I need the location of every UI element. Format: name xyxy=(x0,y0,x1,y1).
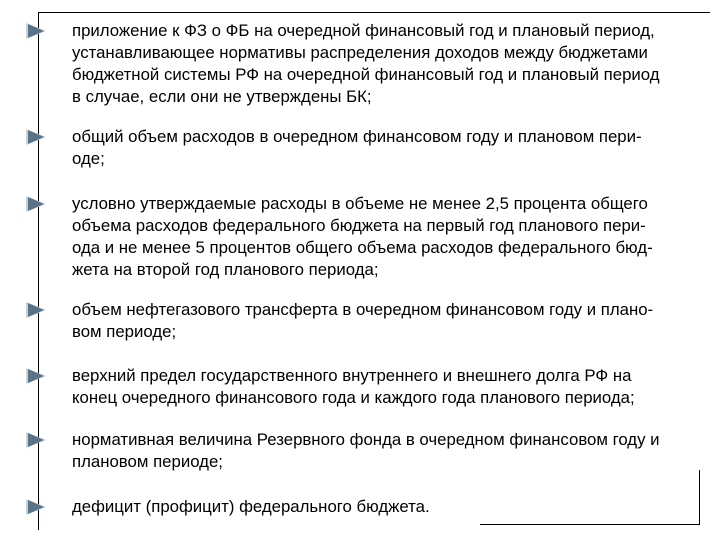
text-line: условно утверждаемые расходы в объеме не менее 2,5 процента общего xyxy=(72,194,648,213)
list-item-text xyxy=(72,193,706,281)
frame-line-top xyxy=(38,12,710,13)
triangle-right-icon xyxy=(22,299,50,321)
triangle-right-icon xyxy=(22,429,50,451)
text-line: объема расходов федерального бюджета на первый год планового пери- xyxy=(72,216,646,235)
frame-line-bottom xyxy=(480,524,700,525)
list-item-text xyxy=(72,126,706,170)
triangle-right-icon xyxy=(22,193,50,215)
text-line: устанавливающее нормативы распределения доходов между бюджетами xyxy=(72,43,648,62)
list-item-text xyxy=(72,429,706,473)
text-line: приложение к ФЗ о ФБ на очередной финансовый год и плановый период, xyxy=(72,21,655,40)
text-line: вом периоде; xyxy=(72,322,177,341)
text-line: оде; xyxy=(72,149,105,168)
text-line: объем нефтегазового трансферта в очередном финансовом году и плано- xyxy=(72,300,654,319)
frame-line-left xyxy=(38,12,39,530)
list-item-text xyxy=(72,365,706,409)
text-line: общий объем расходов в очередном финансовом году и плановом пери- xyxy=(72,127,642,146)
text-line: нормативная величина Резервного фонда в очередном финансовом году и xyxy=(72,430,660,449)
list-item-text xyxy=(72,20,706,108)
text-line: в случае, если они не утверждены БК; xyxy=(72,87,372,106)
text-line: жета на второй год планового периода; xyxy=(72,260,379,279)
triangle-right-icon xyxy=(22,126,50,148)
triangle-right-icon xyxy=(22,365,50,387)
text-line: плановом периоде; xyxy=(72,452,223,471)
triangle-right-icon xyxy=(22,20,50,42)
text-line: дефицит (профицит) федерального бюджета. xyxy=(72,497,430,516)
list-item-text xyxy=(72,299,706,343)
triangle-right-icon xyxy=(22,496,50,518)
text-line: бюджетной системы РФ на очередной финансовый год и плановый период xyxy=(72,65,660,84)
list-item-text xyxy=(72,496,706,518)
text-line: ода и не менее 5 процентов общего объема расходов федерального бюд- xyxy=(72,238,653,257)
text-line: конец очередного финансового года и каждого года планового периода; xyxy=(72,388,635,407)
text-line: верхний предел государственного внутреннего и внешнего долга РФ на xyxy=(72,366,632,385)
